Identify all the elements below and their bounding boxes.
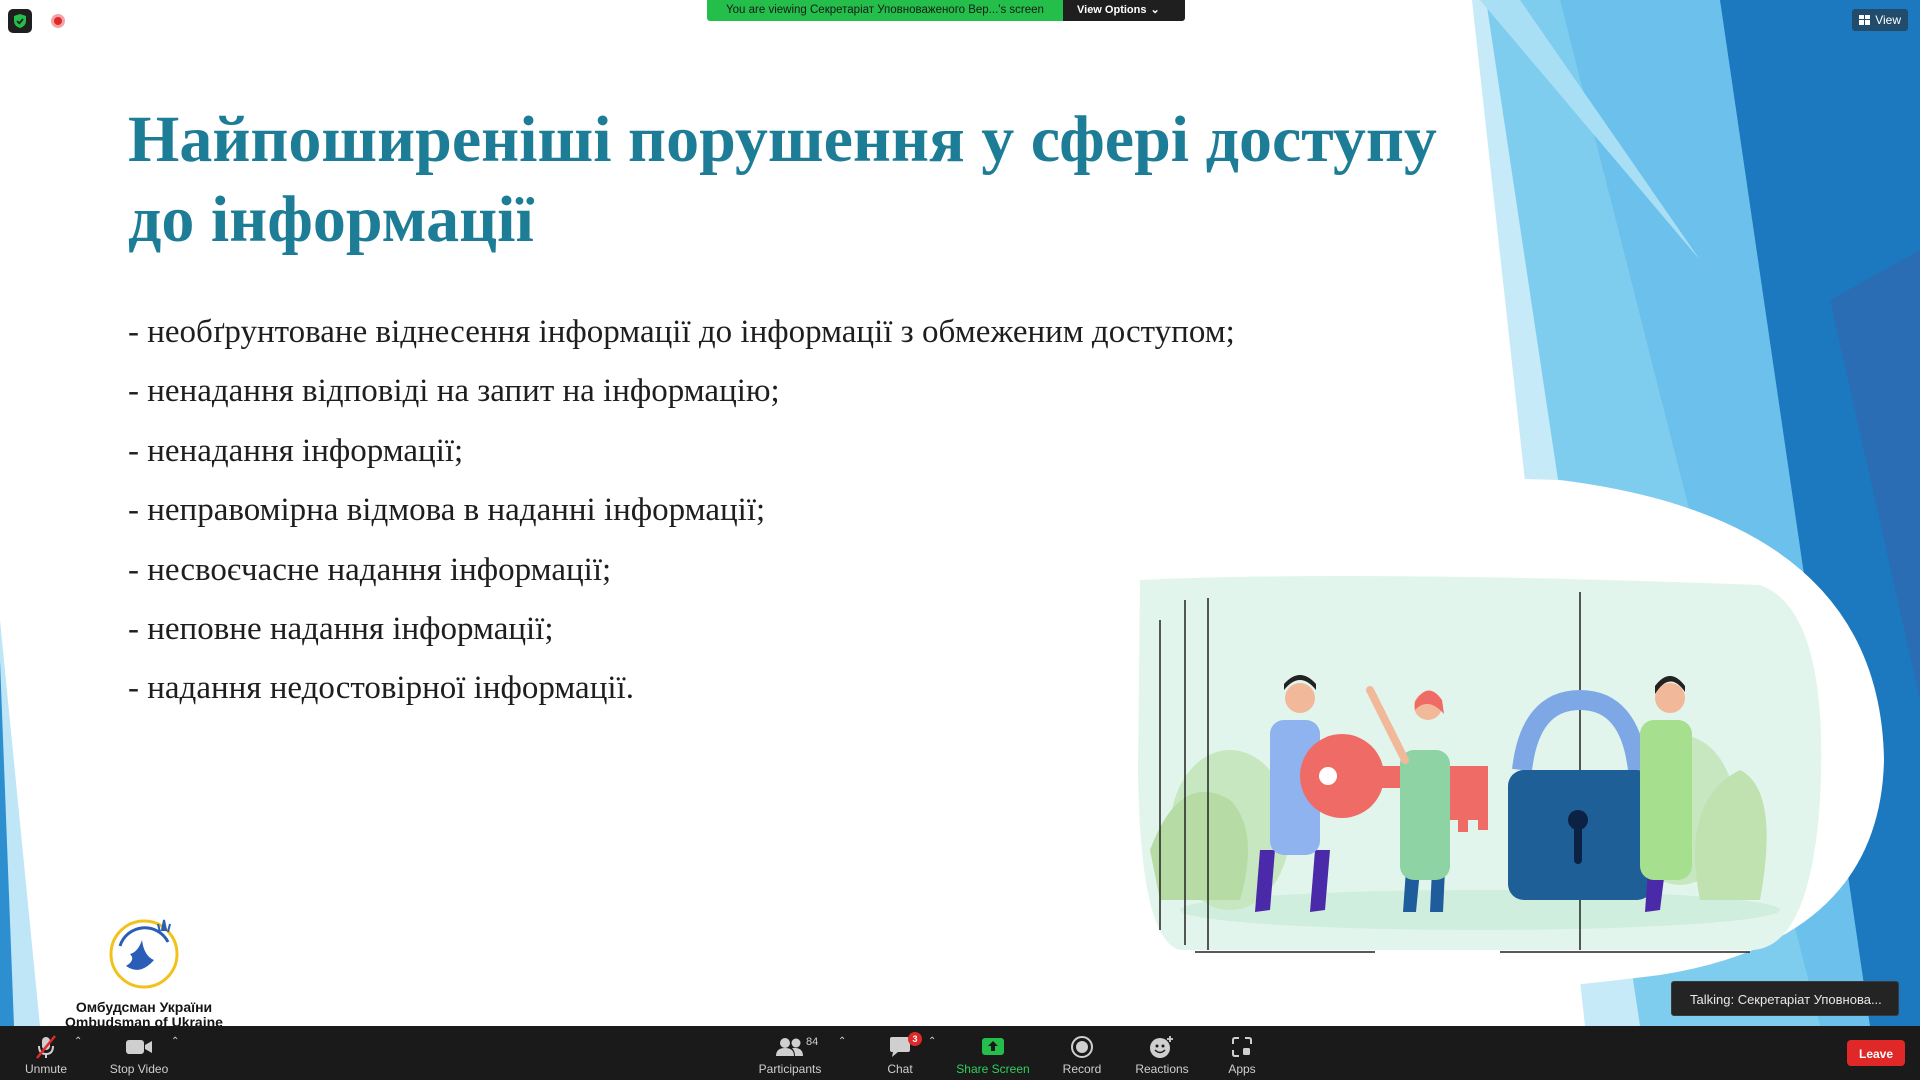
apps-label: Apps [1228,1062,1256,1076]
chevron-down-icon: ⌄ [1150,4,1160,16]
view-button-label: View [1875,13,1901,27]
video-camera-icon [125,1037,153,1057]
video-options-caret[interactable]: ⌃ [171,1036,180,1047]
view-button[interactable] [1852,9,1908,31]
list-item: - необґрунтоване віднесення інформації до інформації з обмеженим доступом; [128,314,1235,350]
list-item: - ненадання інформації; [128,432,464,469]
screen-share-banner [707,0,1185,21]
audio-options-caret[interactable]: ⌃ [74,1036,83,1047]
apps-button[interactable] [1222,1026,1262,1080]
reactions-button[interactable] [1134,1026,1190,1080]
security-shield-icon[interactable] [8,9,32,33]
meeting-status-icons [8,9,70,33]
view-options-label: View Options [1077,4,1147,16]
stop-video-label: Stop Video [109,1062,169,1076]
record-button[interactable] [1058,1026,1106,1080]
share-screen-icon [981,1037,1005,1057]
reactions-label: Reactions [1135,1062,1189,1076]
chat-unread-badge: 3 [908,1032,922,1046]
ombudsman-emblem-icon [108,916,180,990]
participants-options-caret[interactable]: ⌃ [838,1036,847,1047]
leave-button[interactable]: Leave [1847,1040,1905,1066]
participants-icon [776,1036,804,1058]
list-item: - надання недостовірної інформації. [128,670,634,707]
record-icon [1070,1035,1094,1059]
list-item: - ненадання відповіді на запит на інформацію; [128,373,780,410]
slide-title: Найпоширеніші порушення у сфері доступу до інформації [128,103,1437,256]
reactions-smiley-icon [1149,1035,1175,1059]
view-options-button[interactable] [1063,0,1185,21]
participants-button[interactable] [756,1026,824,1080]
unmute-button[interactable] [18,1026,74,1080]
unmute-label: Unmute [24,1062,68,1076]
share-screen-button[interactable] [955,1026,1031,1080]
share-screen-label: Share Screen [956,1062,1030,1076]
grid-view-icon [1859,15,1870,25]
key-and-lock-illustration [1060,470,1860,990]
apps-icon [1231,1036,1253,1058]
logo-text-en: Ombudsman of Ukraine [65,1014,223,1026]
meeting-toolbar [0,1026,1920,1080]
participants-label: Participants [758,1062,822,1076]
chat-label: Chat [887,1062,913,1076]
chat-button[interactable] [880,1026,920,1080]
record-label: Record [1062,1062,1102,1076]
active-speaker-indicator: Talking: Секретаріат Уповнова... [1671,981,1899,1016]
share-banner-text: You are viewing Секретаріат Уповноваженого Вер...'s screen [707,0,1063,21]
logo-text-uk: Омбудсман України [75,999,213,1015]
list-item: - несвоєчасне надання інформації; [128,551,612,588]
participants-count: 84 [806,1036,819,1048]
list-item: - неправомірна відмова в наданні інформації; [128,492,766,529]
stop-video-button[interactable] [104,1026,174,1080]
microphone-muted-icon [33,1034,59,1060]
chat-options-caret[interactable]: ⌃ [928,1036,937,1047]
list-item: - неповне надання інформації; [128,611,554,648]
recording-indicator-icon[interactable] [46,9,70,33]
ombudsman-logo [54,916,234,1026]
